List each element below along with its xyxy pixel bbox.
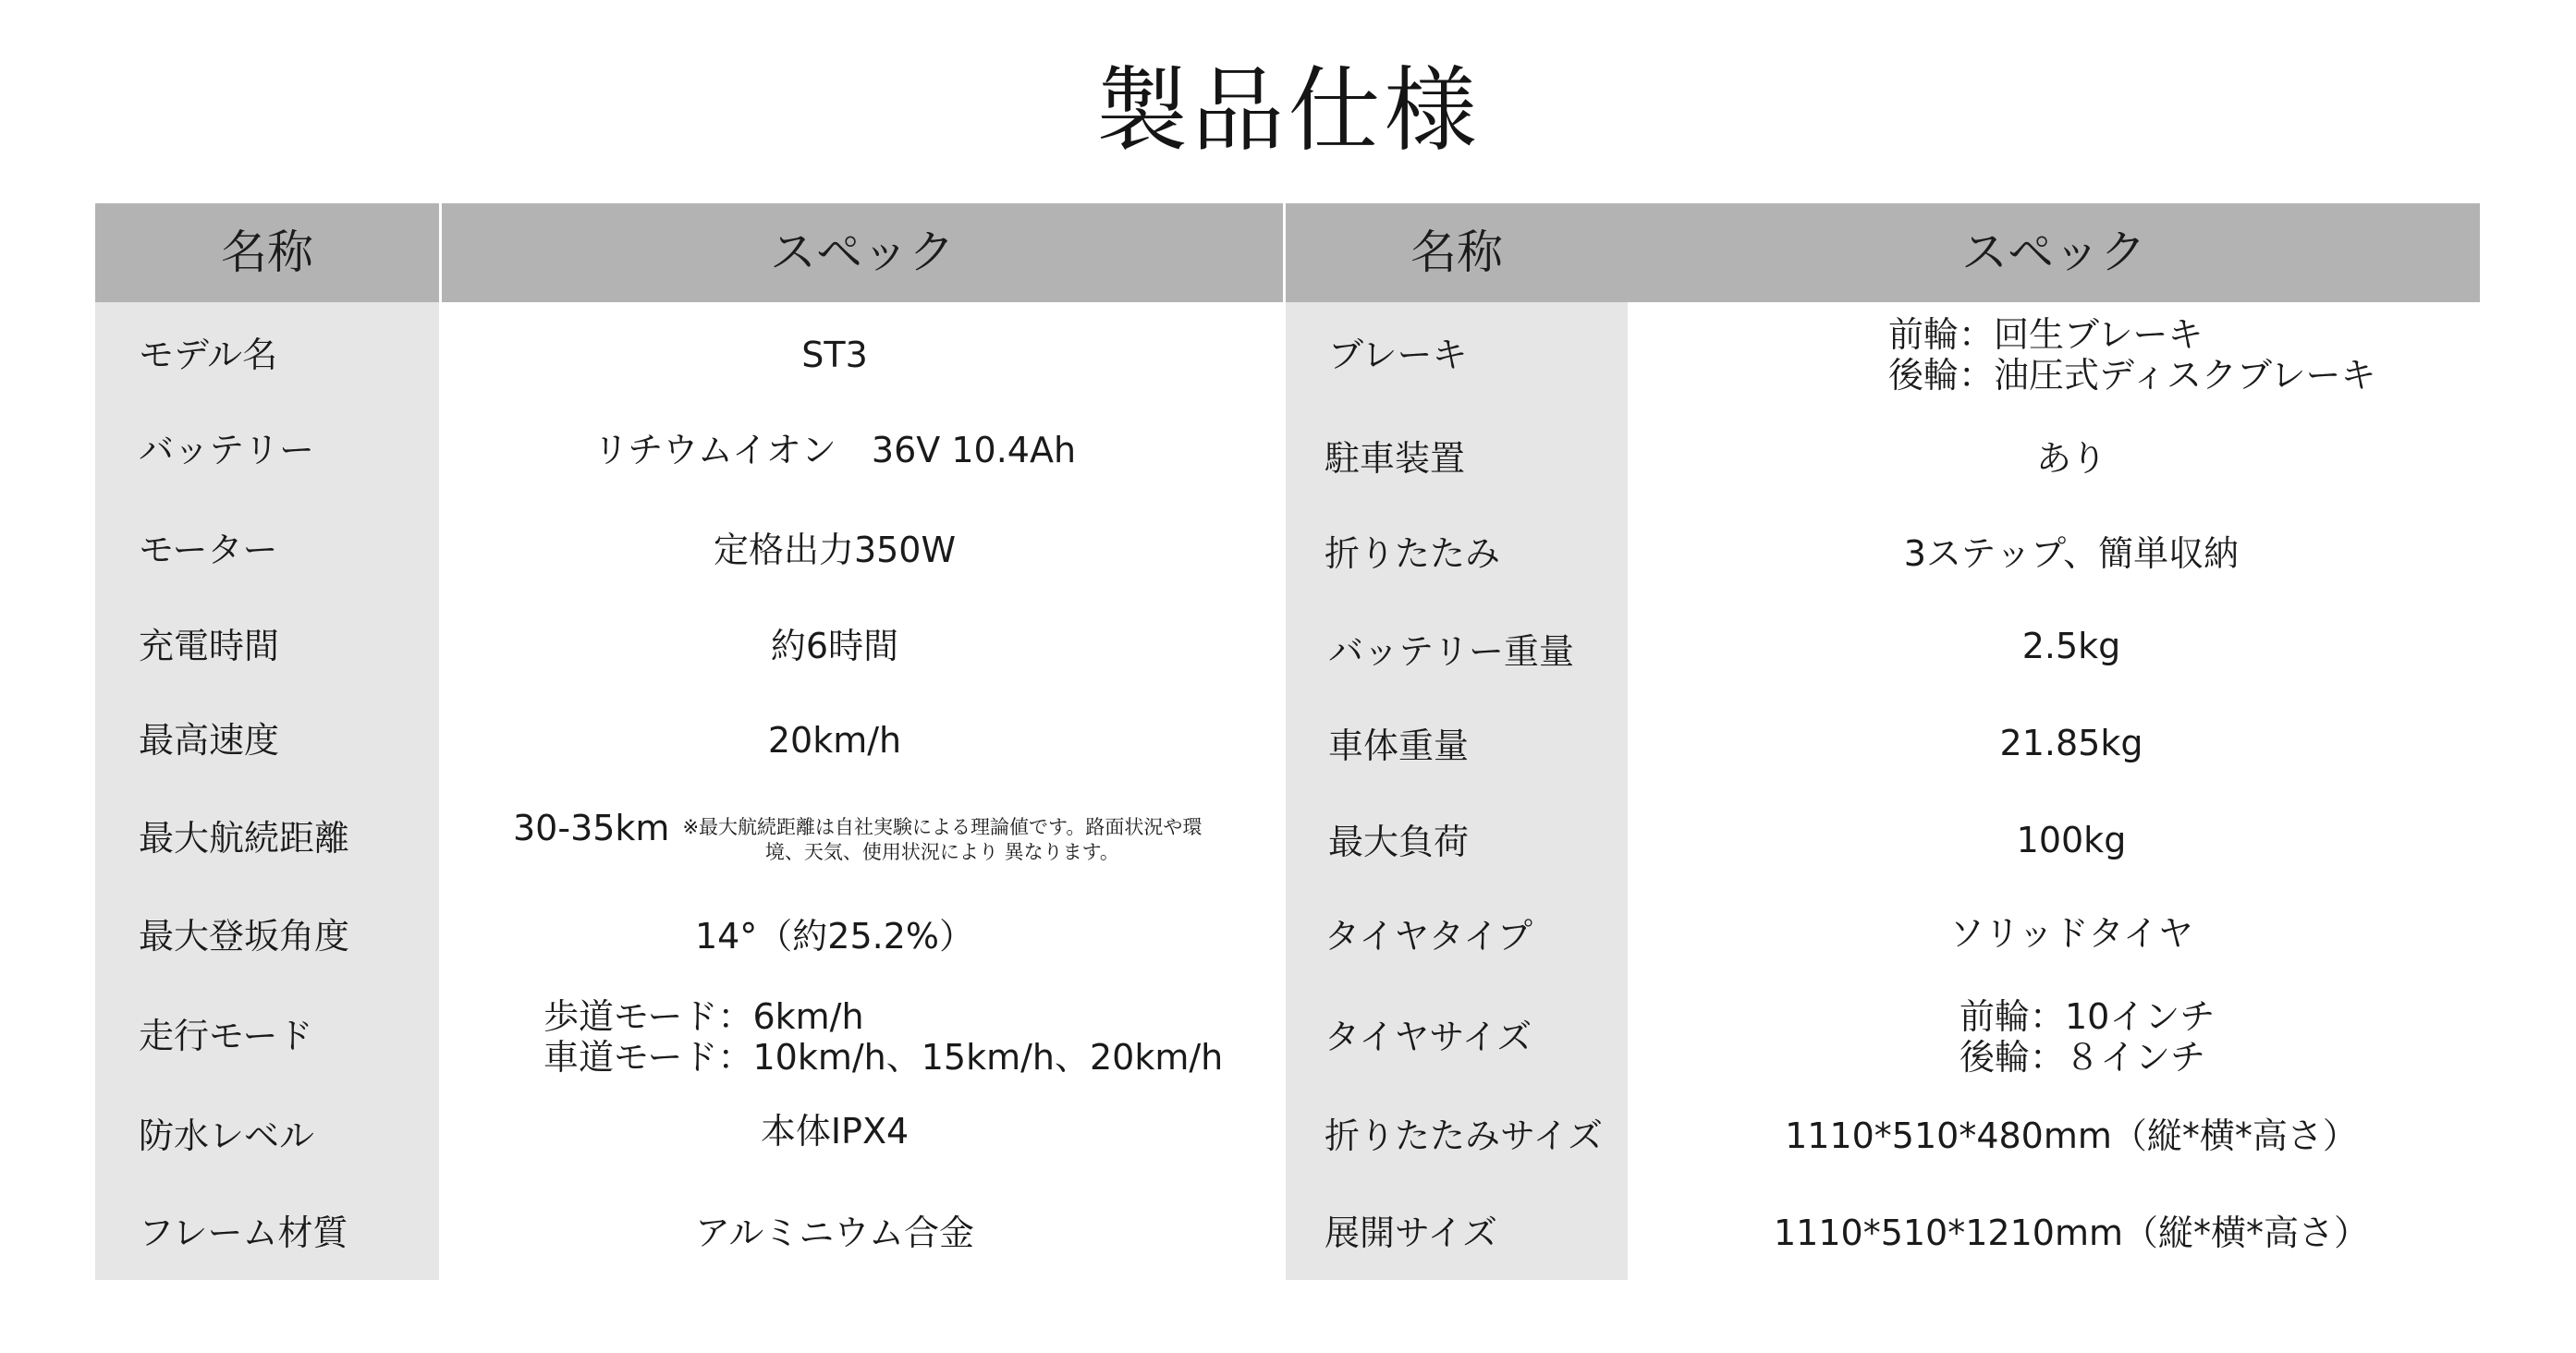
footnote-line: 境、天気、使用状況により 異なります。: [764, 841, 1119, 864]
spec-value: 約6時間: [770, 626, 899, 667]
spec-value: 14°（約25.2%）: [694, 916, 975, 957]
spec-label: 折りたたみサイズ: [1325, 1115, 1603, 1157]
spec-label: ブレーキ: [1328, 335, 1468, 376]
spec-label: 最大負荷: [1328, 822, 1470, 863]
spec-value: [513, 806, 1252, 871]
header-name-left: 名称: [95, 203, 439, 302]
spec-label: モーター: [139, 530, 278, 571]
spec-value-line: 前輪：回生ブレーキ: [1888, 314, 2204, 356]
spec-label: 防水レベル: [139, 1115, 315, 1157]
spec-value: [543, 993, 1246, 1082]
header-spec-left: スペック: [442, 203, 1283, 302]
spec-value-line: 前輪：10インチ: [1959, 996, 2216, 1038]
spec-value: 定格出力350W: [713, 530, 957, 571]
spec-value: ソリッドタイヤ: [1949, 913, 2193, 955]
spec-value: 本体IPX4: [760, 1111, 910, 1152]
range-footnote: [682, 815, 1202, 866]
spec-label: 最大航続距離: [139, 818, 350, 859]
spec-value-line: 後輪：油圧式ディスクブレーキ: [1888, 355, 2376, 396]
spec-value: あり: [2035, 438, 2106, 480]
spec-label: バッテリー重量: [1328, 631, 1575, 673]
spec-value: リチウムイオン 36V 10.4Ah: [592, 430, 1077, 471]
spec-value: [1888, 311, 2461, 400]
spec-label: タイヤタイプ: [1325, 916, 1532, 957]
spec-label: 充電時間: [139, 626, 280, 667]
header-spec-right: スペック: [1628, 203, 2480, 302]
header-separator: [439, 203, 442, 302]
page-title: 製品仕様: [1095, 56, 1481, 165]
spec-label: フレーム材質: [139, 1213, 348, 1254]
spec-label: 駐車装置: [1325, 438, 1466, 480]
spec-value: 2.5kg: [2021, 626, 2121, 667]
spec-value: ST3: [801, 335, 868, 376]
spec-value: 3ステップ、簡単収納: [1903, 533, 2240, 575]
spec-value: 20km/h: [767, 720, 902, 762]
header-separator: [1283, 203, 1286, 302]
spec-label: モデル名: [139, 335, 278, 376]
spec-value-line: 歩道モード：6km/h: [543, 996, 864, 1038]
header-name-right: 名称: [1286, 203, 1628, 302]
spec-value: 100kg: [2016, 820, 2127, 861]
spec-label: 車体重量: [1328, 725, 1470, 767]
spec-value: [1959, 993, 2440, 1082]
spec-value-line: 後輪：８インチ: [1959, 1037, 2206, 1078]
spec-label: バッテリー: [139, 430, 315, 471]
spec-label: タイヤサイズ: [1325, 1017, 1532, 1058]
spec-value: 1110*510*480mm（縦*横*高さ）: [1785, 1115, 2358, 1157]
spec-value: アルミニウム合金: [694, 1213, 975, 1254]
range-value: 30-35km: [513, 808, 670, 848]
spec-value: 21.85kg: [1999, 723, 2143, 764]
spec-value: 1110*510*1210mm（縦*横*高さ）: [1774, 1213, 2369, 1254]
spec-label: 展開サイズ: [1325, 1213, 1497, 1254]
spec-label: 最高速度: [139, 720, 280, 762]
footnote-line: ※最大航続距離は自社実験による理論値です。路面状況や環: [682, 816, 1203, 838]
spec-label: 折りたたみ: [1325, 533, 1501, 575]
spec-label: 走行モード: [139, 1016, 313, 1057]
spec-value-line: 車道モード：10km/h、15km/h、20km/h: [543, 1037, 1224, 1078]
spec-label: 最大登坂角度: [139, 916, 350, 957]
